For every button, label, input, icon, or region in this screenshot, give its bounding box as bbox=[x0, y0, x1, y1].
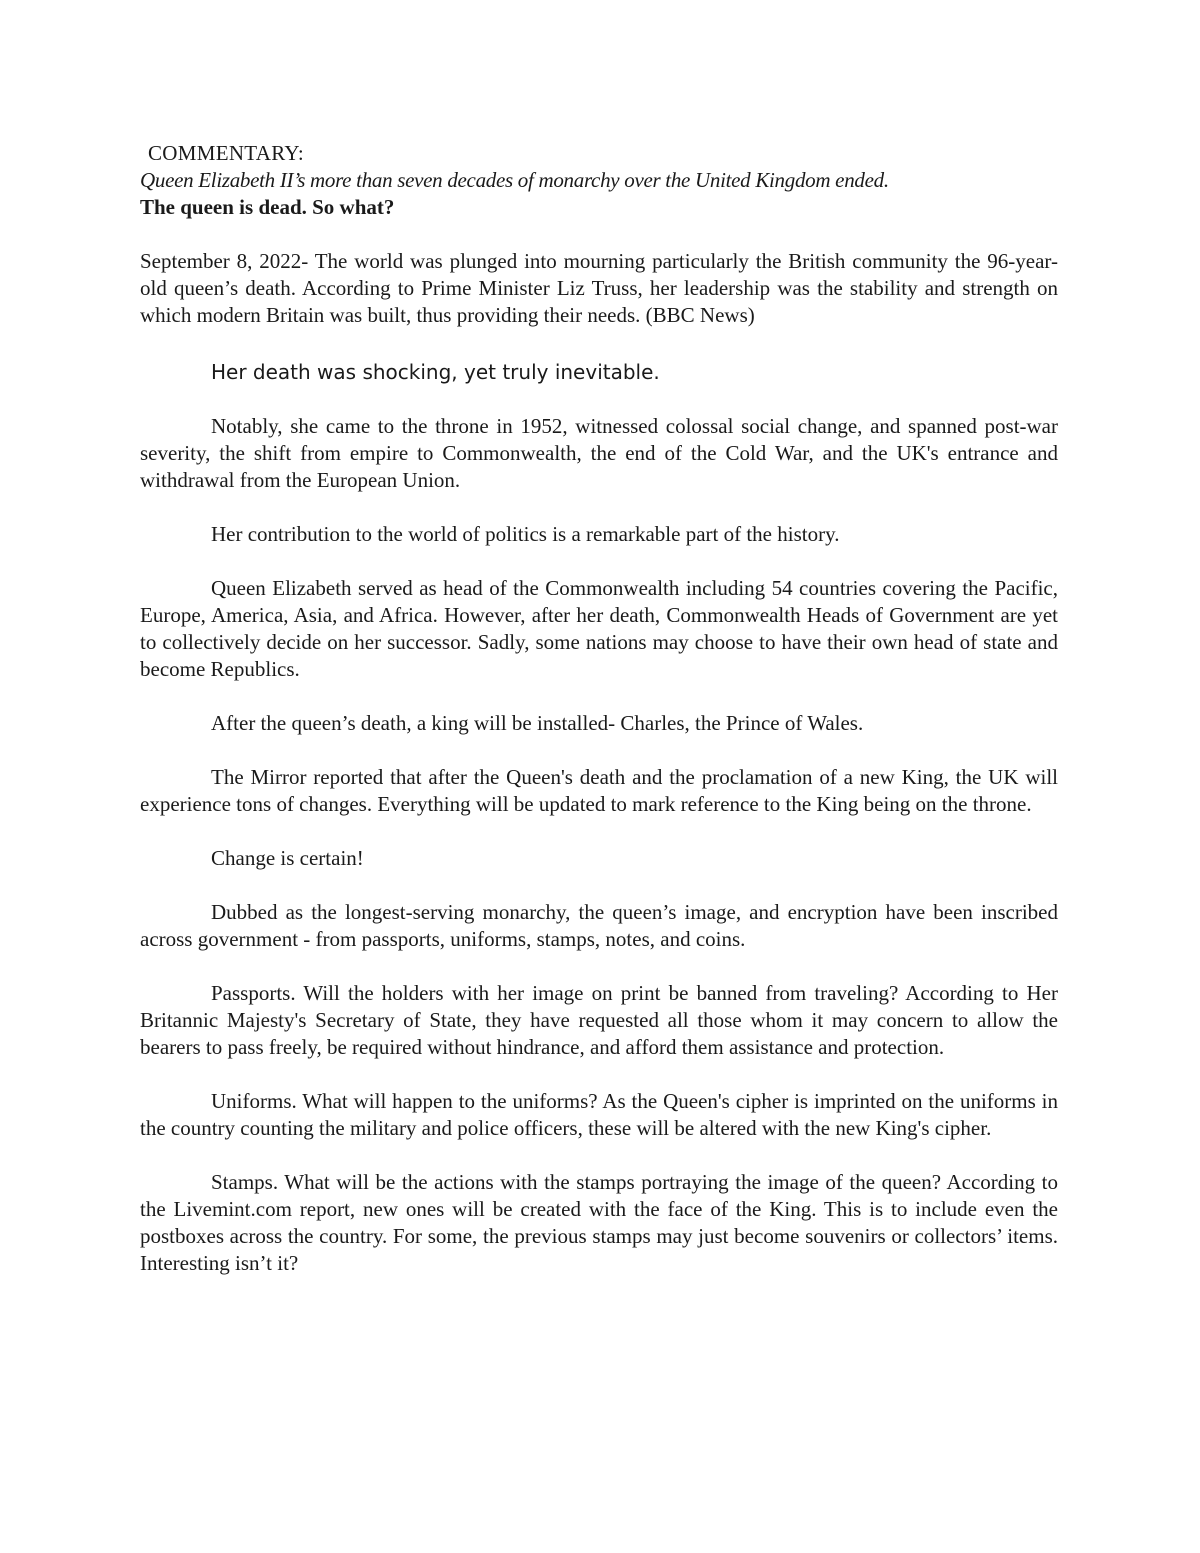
paragraph-mirror: The Mirror reported that after the Queen's death and the proclamation of a new King, the UK will experience tons of changes. Everything will be updated to mark reference to the King being on the throne. bbox=[140, 765, 1058, 816]
commentary-label: COMMENTARY: bbox=[148, 141, 305, 165]
paragraph-throne: Notably, she came to the throne in 1952, witnessed colossal social change, and spanned post-war severity, the shift from empire to Commonwealth, the end of the Cold War, and the UK's entrance and withdrawal from the European Union. bbox=[140, 414, 1058, 492]
paragraph-change: Change is certain! bbox=[211, 846, 364, 870]
paragraph-image: Dubbed as the longest-serving monarchy, the queen’s image, and encryption have been inscribed across government - from passports, uniforms, stamps, notes, and coins. bbox=[140, 900, 1058, 951]
paragraph-king: After the queen’s death, a king will be installed- Charles, the Prince of Wales. bbox=[211, 711, 864, 735]
document-page bbox=[140, 140, 1058, 1277]
highlight-line: Her death was shocking, yet truly inevitable. bbox=[211, 360, 660, 384]
paragraph-uniforms: Uniforms. What will happen to the uniforms? As the Queen's cipher is imprinted on the uniforms in the country counting the military and police officers, these will be altered with the new King's cipher. bbox=[140, 1089, 1058, 1140]
paragraph-commonwealth: Queen Elizabeth served as head of the Commonwealth including 54 countries covering the Pacific, Europe, America, Asia, and Africa. However, after her death, Commonwealth Heads of Government are yet to collectively decide on her successor. Sadly, some nations may choose to have their own head of state and become Republics. bbox=[140, 576, 1058, 681]
article-subtitle: Queen Elizabeth II’s more than seven decades of monarchy over the United Kingdom ended. bbox=[140, 168, 889, 192]
intro-paragraph: September 8, 2022- The world was plunged into mourning particularly the British community the 96-year-old queen’s death. According to Prime Minister Liz Truss, her leadership was the stability and strength on which modern Britain was built, thus providing their needs. (BBC News) bbox=[140, 249, 1058, 327]
article-title: The queen is dead. So what? bbox=[140, 195, 395, 219]
paragraph-passports: Passports. Will the holders with her image on print be banned from traveling? According to Her Britannic Majesty's Secretary of State, they have requested all those whom it may concern to allow the bearers to pass freely, be required without hindrance, and afford them assistance and protection. bbox=[140, 981, 1058, 1059]
paragraph-stamps: Stamps. What will be the actions with the stamps portraying the image of the queen? According to the Livemint.com report, new ones will be created with the face of the King. This is to include even the postboxes across the country. For some, the previous stamps may just become souvenirs or collectors’ items. Interesting isn’t it? bbox=[140, 1170, 1058, 1275]
paragraph-politics: Her contribution to the world of politics is a remarkable part of the history. bbox=[211, 522, 840, 546]
